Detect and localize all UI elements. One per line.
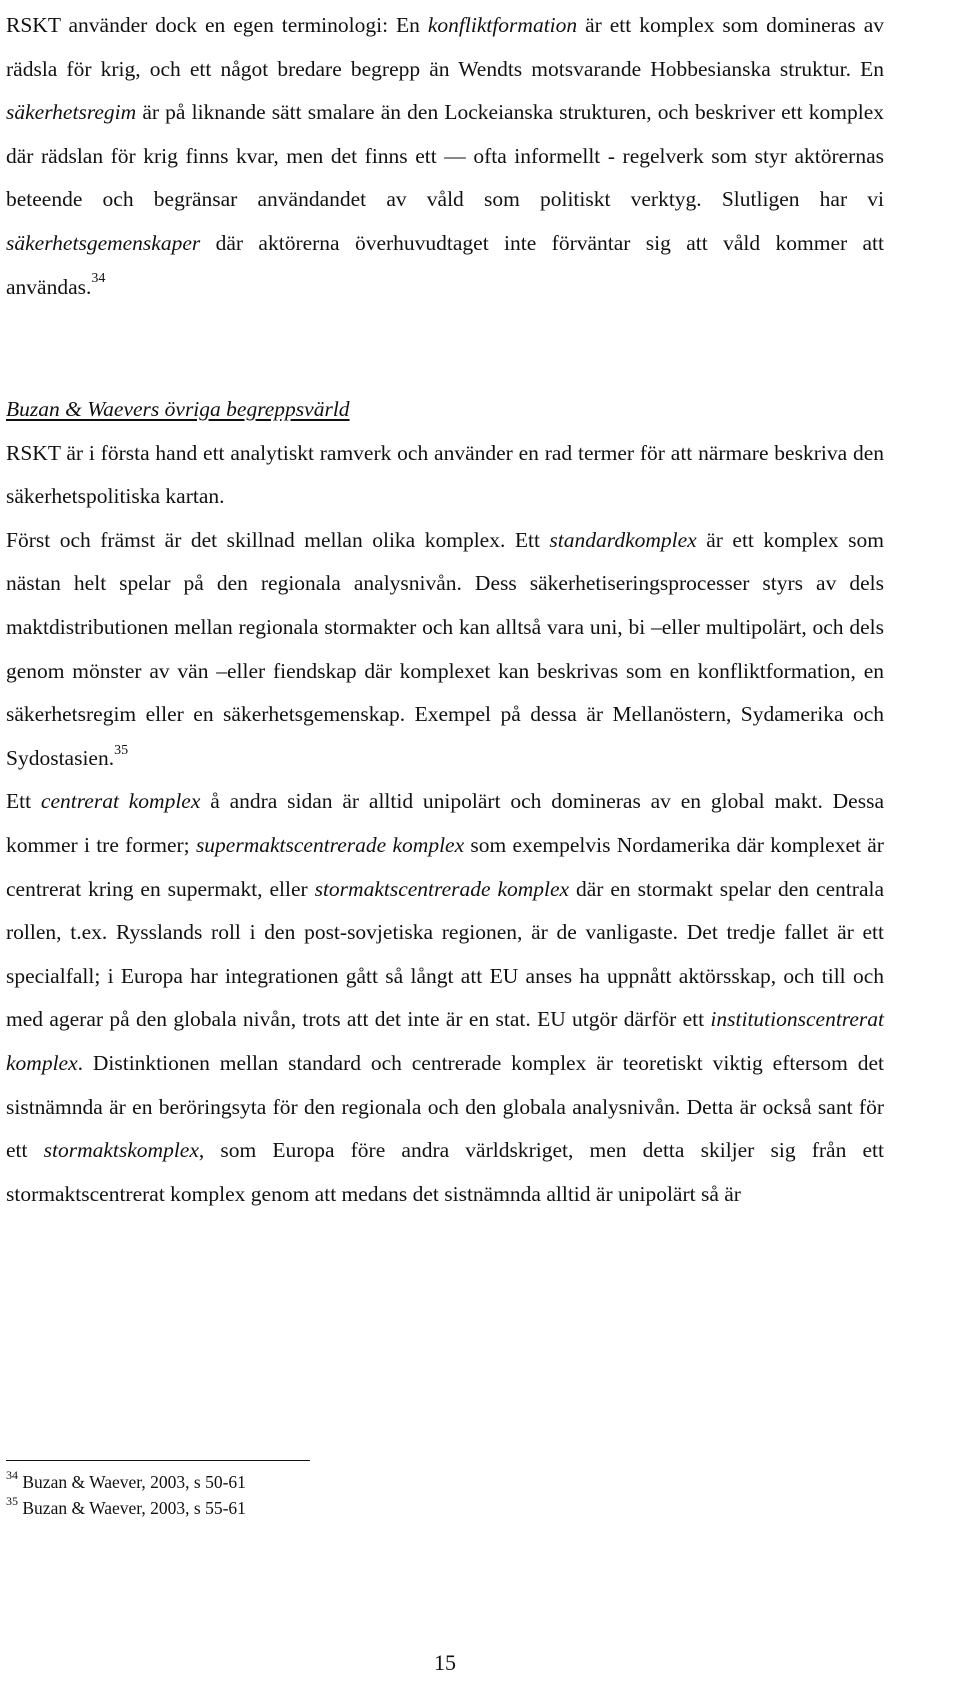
term-sakerhetsregim: säkerhetsregim [6, 100, 137, 125]
text-run: Ett [6, 789, 41, 814]
footnote-34 [6, 1469, 246, 1495]
text-run: är ett komplex som domineras av rädsla för krig, och ett något bredare begrepp än Wendts motsvarande Hobbesianska struktur. En [6, 13, 884, 81]
term-standardkomplex: standardkomplex [549, 527, 697, 552]
text-run: RSKT använder dock en egen terminologi: En [6, 13, 428, 37]
body-text-section [6, 388, 884, 1216]
term-stormaktskomplex: stormaktskomplex [43, 1138, 199, 1163]
term-centrerat-komplex: centrerat komplex [40, 789, 201, 814]
section-heading: Buzan & Waevers övriga begreppsvärld [6, 397, 350, 421]
footnote-text: Buzan & Waever, 2003, s 50-61 [22, 1472, 246, 1492]
footnote-35 [6, 1495, 246, 1521]
text-run: , som Europa före andra världskriget, men detta skiljer sig från ett stormaktscentrerat komplex genom att medans det sistnämnda alltid är unipolärt så är [6, 1138, 884, 1206]
term-stormaktscentrerade: stormaktscentrerade komplex [314, 876, 570, 901]
footnote-ref-34[interactable]: 34 [91, 271, 106, 287]
term-sakerhetsgemenskaper: säkerhetsgemenskaper [6, 230, 201, 255]
page-number: 15 [434, 1650, 456, 1675]
text-run: . Distinktionen mellan standard och centrerade komplex är teoretiskt viktig eftersom det sistnämnda är en beröringsyta för den regionala och den globala analysnivån. Detta är också sant för ett [6, 1050, 884, 1163]
body-text-top [6, 4, 884, 309]
footnotes [6, 1469, 246, 1521]
text-run: är på liknande sätt smalare än den Lockeianska strukturen, och beskriver ett komplex där rädslan för krig finns kvar, men det finns ett — ofta informellt - regelverk som styr aktörernas beteende och begränsar användandet av våld som politiskt verktyg. Slutligen har vi [6, 100, 884, 212]
paragraph-intro: RSKT är i första hand ett analytiskt ramverk och använder en rad termer för att närmare beskriva den säkerhetspolitiska kartan. [6, 440, 884, 509]
text-run: å andra sidan är alltid unipolärt och domineras av en global makt. Dessa kommer i tre former; [6, 789, 884, 857]
footnote-number: 35 [6, 1494, 18, 1509]
term-konfliktformation: konfliktformation [427, 13, 578, 37]
paragraph-standardkomplex [6, 519, 884, 781]
footnote-number: 34 [6, 1468, 18, 1483]
text-run: där en stormakt spelar den centrala rollen, t.ex. Rysslands roll i den post-sovjetiska regionen, är de vanligaste. Det tredje fallet är ett specialfall; i Europa har integrationen gått så långt att EU anses ha uppnått aktörsskap, och till och med agerar på den globala nivån, trots att det inte är en stat. EU utgör därför ett [6, 876, 884, 1032]
paragraph-terminology [6, 4, 884, 309]
term-supermaktscentrerade: supermaktscentrerade komplex [195, 832, 465, 857]
paragraph-centrerat-komplex [6, 780, 884, 1216]
text-run: där aktörerna överhuvudtaget inte förväntar sig att våld kommer att användas. [6, 230, 884, 299]
footnote-ref-35[interactable]: 35 [114, 742, 129, 758]
text-run: är ett komplex som nästan helt spelar på den regionala analysnivån. Dess säkerhetiseringsprocesser styrs av dels maktdistributionen mellan regionala stormakter och kan alltså vara uni, bi –eller multipolärt, och dels genom mönster av vän –eller fiendskap där komplexet kan beskrivas som en konfliktformation, en säkerhetsregim eller en säkerhetsgemenskap. Exempel på dessa är Mellanöstern, Sydamerika och Sydostasien. [6, 527, 884, 770]
term-institutionscentrerat: institutionscentrerat komplex [6, 1007, 884, 1075]
text-run: Först och främst är det skillnad mellan olika komplex. Ett [6, 527, 550, 552]
text-run: som exempelvis Nordamerika där komplexet är centrerat kring en supermakt, eller [6, 832, 884, 901]
footnote-text: Buzan & Waever, 2003, s 55-61 [22, 1498, 246, 1518]
footnote-separator [6, 1460, 310, 1461]
